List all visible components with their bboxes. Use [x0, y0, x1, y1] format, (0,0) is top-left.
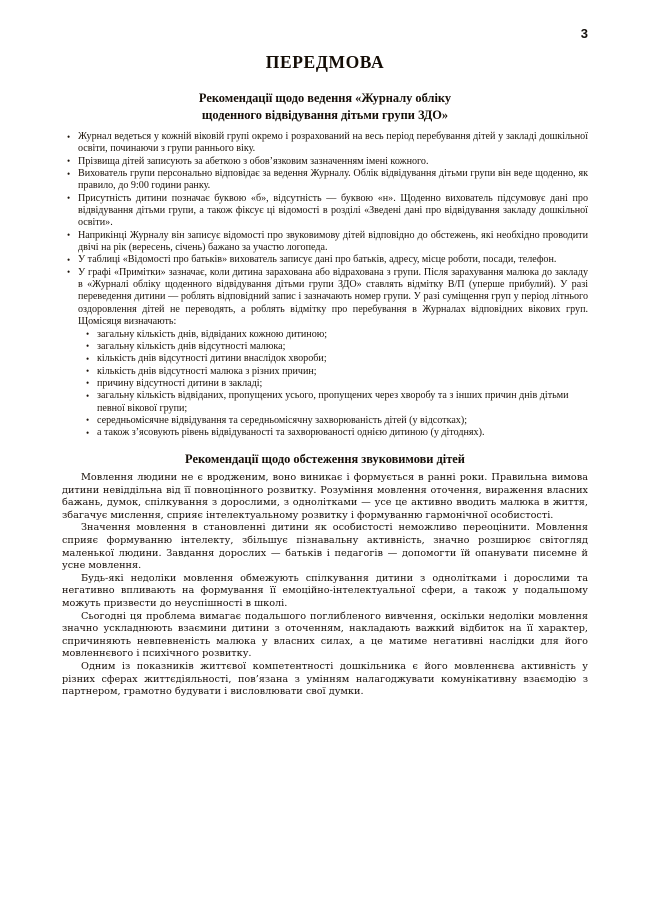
page-number: 3: [580, 26, 588, 41]
paragraph: Одним із показників життєвої компетентності дошкільника є його мовленнєва активність у різних сферах життєдіяльності, пов’язана з умінням налагоджувати комунікативну взаємодію з партнером, грамотно будувати і висловлювати свої думки.: [62, 661, 588, 698]
list-item: • загальну кількість відвіданих, пропущених усього, пропущених через хворобу та з інших причин днів дітьми певної вікової групи;: [82, 390, 588, 415]
list-item: • У таблиці «Відомості про батьків» вихователь записує дані про батьків, адресу, місце роботи, посади, телефон.: [62, 254, 588, 266]
list-item: • загальну кількість днів відсутності малюка;: [82, 341, 588, 353]
list-item: • загальну кількість днів, відвіданих кожною дитиною;: [82, 329, 588, 341]
list-item: • кількість днів відсутності дитини внаслідок хвороби;: [82, 353, 588, 365]
page-content: [62, 52, 588, 699]
list-item: • середньомісячне відвідування та середньомісячну захворюваність дітей (у відсотках);: [82, 415, 588, 427]
section-heading-journal: [62, 90, 588, 123]
journal-rules-list: [62, 131, 588, 329]
paragraph: Будь-які недоліки мовлення обмежують спілкування дитини з однолітками і дорослими та негативно впливають на формування її емоційно-інтелектуальної сфери, а також у подальшому можуть призвести до неуспішності в школі.: [62, 572, 588, 610]
section-heading-speech: Рекомендації щодо обстеження звуковимови дітей: [185, 451, 465, 466]
monthly-metrics-list: [62, 329, 588, 440]
paragraph: Мовлення людини не є вродженим, воно виникає і формується в ранні роки. Правильна вимова дитини невіддільна від її повноцінного розвитку. Розуміння мовлення оточення, вираження власних бажань, думок, спілкування з дорослими, з однолітками — усе це активно вводить малюка в життя, збагачує мислення, сприяє інтелектуальному розвитку і формуванню гармонічної особистості.: [62, 472, 588, 521]
list-item: • а також з’ясовують рівень відвідуваності та захворюваності однією дитиною (у дітоднях).: [82, 427, 588, 439]
list-item: • У графі «Примітки» зазначає, коли дитина зарахована або відрахована з групи. Після зарахування малюка до закладу в «Журналі обліку щоденного відвідування дітьми групи ЗДО» ставлять відмітку В/П (уперше прибулий). У разі переведення дитини — роблять відповідний запис і зазначають номер групи. У разі суміщення груп у період літнього оздоровлення дітей не переводять, а роблять відмітку про перебування в Журналах відповідних вікових груп. Щомісяця визначають:: [62, 267, 588, 329]
list-item: • кількість днів відсутності малюка з різних причин;: [82, 366, 588, 378]
list-item: • Присутність дитини позначає буквою «б», відсутність — буквою «н». Щоденно вихователь підсумовує дані про відвідування дітьми групи, а також фіксує ці відомості в розділі «Зведені дані про відвідування закладу дошкільної освіти».: [62, 193, 588, 230]
section-heading-journal-line1: Рекомендації щодо ведення «Журналу обліку: [198, 91, 452, 105]
list-item: • Прізвища дітей записують за абеткою з обов’язковим зазначенням імені кожного.: [62, 156, 588, 168]
list-item: • Журнал ведеться у кожній віковій групі окремо і розрахований на весь період перебування дітей у закладі дошкільної освіти, починаючи з групи раннього віку.: [62, 131, 588, 156]
list-item: • причину відсутності дитини в закладі;: [82, 378, 588, 390]
body-text: [62, 472, 588, 699]
paragraph: Сьогодні ця проблема вимагає подальшого поглибленого вивчення, оскільки недоліки мовлення значно ускладнюють взаємини дитини з оточенням, накладають важкий відбиток на її характер, спричиняють невпевненість малюка у власних силах, а це матиме негативні наслідки для його мовленнєвого і психічного розвитку.: [62, 610, 588, 660]
page-title: ПЕРЕДМОВА: [265, 52, 385, 72]
section-heading-journal-line2: щоденного відвідування дітьми групи ЗДО»: [201, 107, 449, 122]
list-item: • Наприкінці Журналу він записує відомості про звуковимову дітей відповідно до обстежень, які необхідно проводити двічі на рік (вересень, січень) бажано за участю логопеда.: [62, 230, 588, 255]
list-item: • Вихователь групи персонально відповідає за ведення Журналу. Облік відвідування дітьми групи він веде щоденно, як правило, до 9:00 години ранку.: [62, 168, 588, 193]
paragraph: Значення мовлення в становленні дитини як особистості неможливо переоцінити. Мовлення сприяє формуванню інтелекту, збільшує пізнавальну активність, значно розширює світогляд маленької людини. Завдання дорослих — батьків і педагогів — допомогти їй опанувати писемне й усне мовлення.: [62, 522, 588, 572]
